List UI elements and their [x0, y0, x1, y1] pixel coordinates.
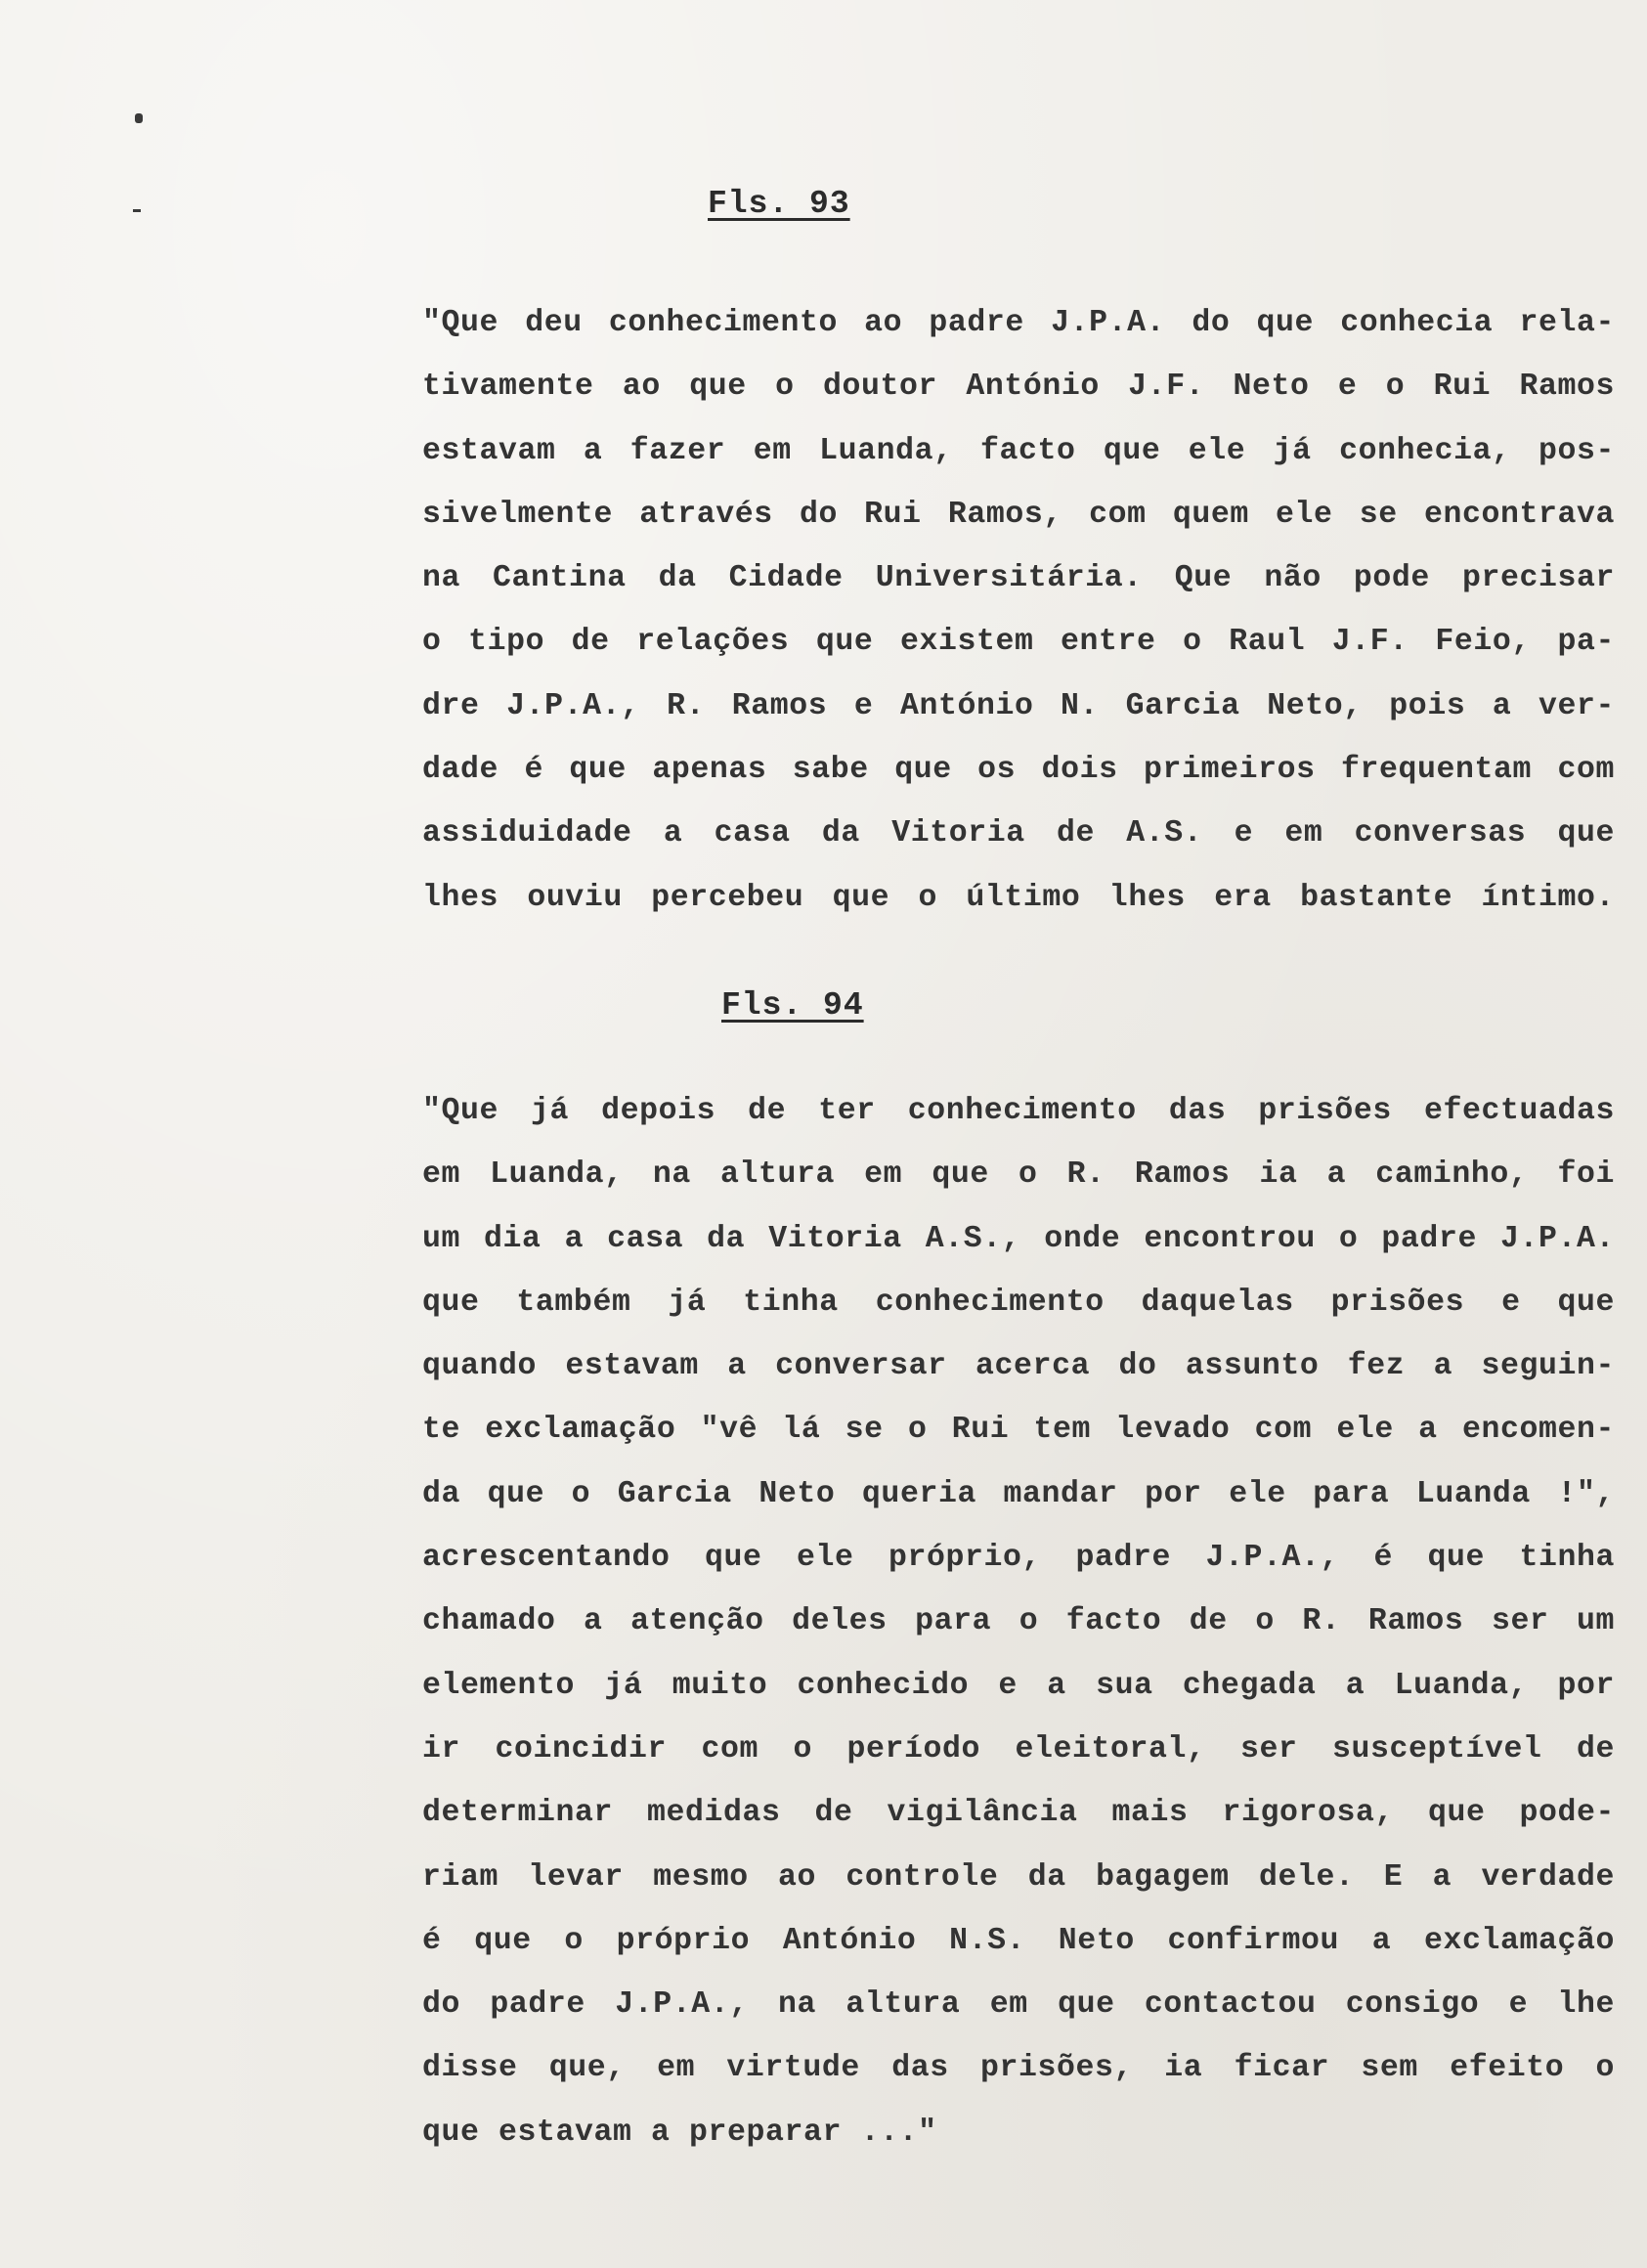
text-line: acrescentando que ele próprio, padre J.P.A., é que tinha — [422, 1541, 1615, 1576]
text-line: "Que já depois de ter conhecimento das prisões efectuadas — [422, 1094, 1615, 1128]
text-line: disse que, em virtude das prisões, ia ficar sem efeito o — [422, 2051, 1615, 2086]
section-heading-fls-93: Fls. 93 — [708, 186, 850, 222]
text-line: quando estavam a conversar acerca do assunto fez a seguin- — [422, 1349, 1615, 1384]
section-text-fls-93 — [422, 291, 1615, 930]
text-line: dade é que apenas sabe que os dois primeiros frequentam com — [422, 753, 1615, 788]
text-line: lhes ouviu percebeu que o último lhes era bastante íntimo. — [422, 880, 1615, 915]
section-heading-fls-94: Fls. 94 — [721, 987, 864, 1024]
text-line: sivelmente através do Rui Ramos, com quem ele se encontrava — [422, 497, 1615, 532]
text-line: em Luanda, na altura em que o R. Ramos ia a caminho, foi — [422, 1157, 1615, 1193]
text-line: que estavam a preparar ..." — [422, 2115, 937, 2150]
margin-ink-dot — [135, 113, 143, 123]
text-line: é que o próprio António N.S. Neto confirmou a exclamação — [422, 1923, 1615, 1958]
text-line: te exclamação "vê lá se o Rui tem levado com ele a encomen- — [422, 1413, 1615, 1448]
text-line: o tipo de relações que existem entre o Raul J.F. Feio, pa- — [422, 625, 1615, 660]
text-line: ir coincidir com o período eleitoral, ser susceptível de — [422, 1731, 1615, 1766]
text-line: assiduidade a casa da Vitoria de A.S. e em conversas que — [422, 816, 1615, 851]
margin-ink-dash — [133, 209, 141, 212]
text-line: da que o Garcia Neto queria mandar por ele para Luanda !", — [422, 1476, 1615, 1511]
section-text-fls-94 — [422, 1079, 1615, 2164]
text-line: do padre J.P.A., na altura em que contactou consigo e lhe — [422, 1987, 1615, 2023]
text-line: tivamente ao que o doutor António J.F. Neto e o Rui Ramos — [422, 370, 1615, 405]
text-line: elemento já muito conhecido e a sua chegada a Luanda, por — [422, 1668, 1615, 1703]
text-line: determinar medidas de vigilância mais rigorosa, que pode- — [422, 1796, 1615, 1831]
text-line: riam levar mesmo ao controle da bagagem dele. E a verdade — [422, 1859, 1615, 1895]
text-line: um dia a casa da Vitoria A.S., onde encontrou o padre J.P.A. — [422, 1221, 1615, 1256]
text-line: na Cantina da Cidade Universitária. Que não pode precisar — [422, 561, 1615, 596]
text-line: chamado a atenção deles para o facto de o R. Ramos ser um — [422, 1604, 1615, 1639]
text-line: que também já tinha conhecimento daquelas prisões e que — [422, 1285, 1615, 1320]
text-line: "Que deu conhecimento ao padre J.P.A. do que conhecia rela- — [422, 306, 1615, 340]
text-line: dre J.P.A., R. Ramos e António N. Garcia Neto, pois a ver- — [422, 688, 1615, 723]
text-line: estavam a fazer em Luanda, facto que ele já conhecia, pos- — [422, 433, 1615, 468]
